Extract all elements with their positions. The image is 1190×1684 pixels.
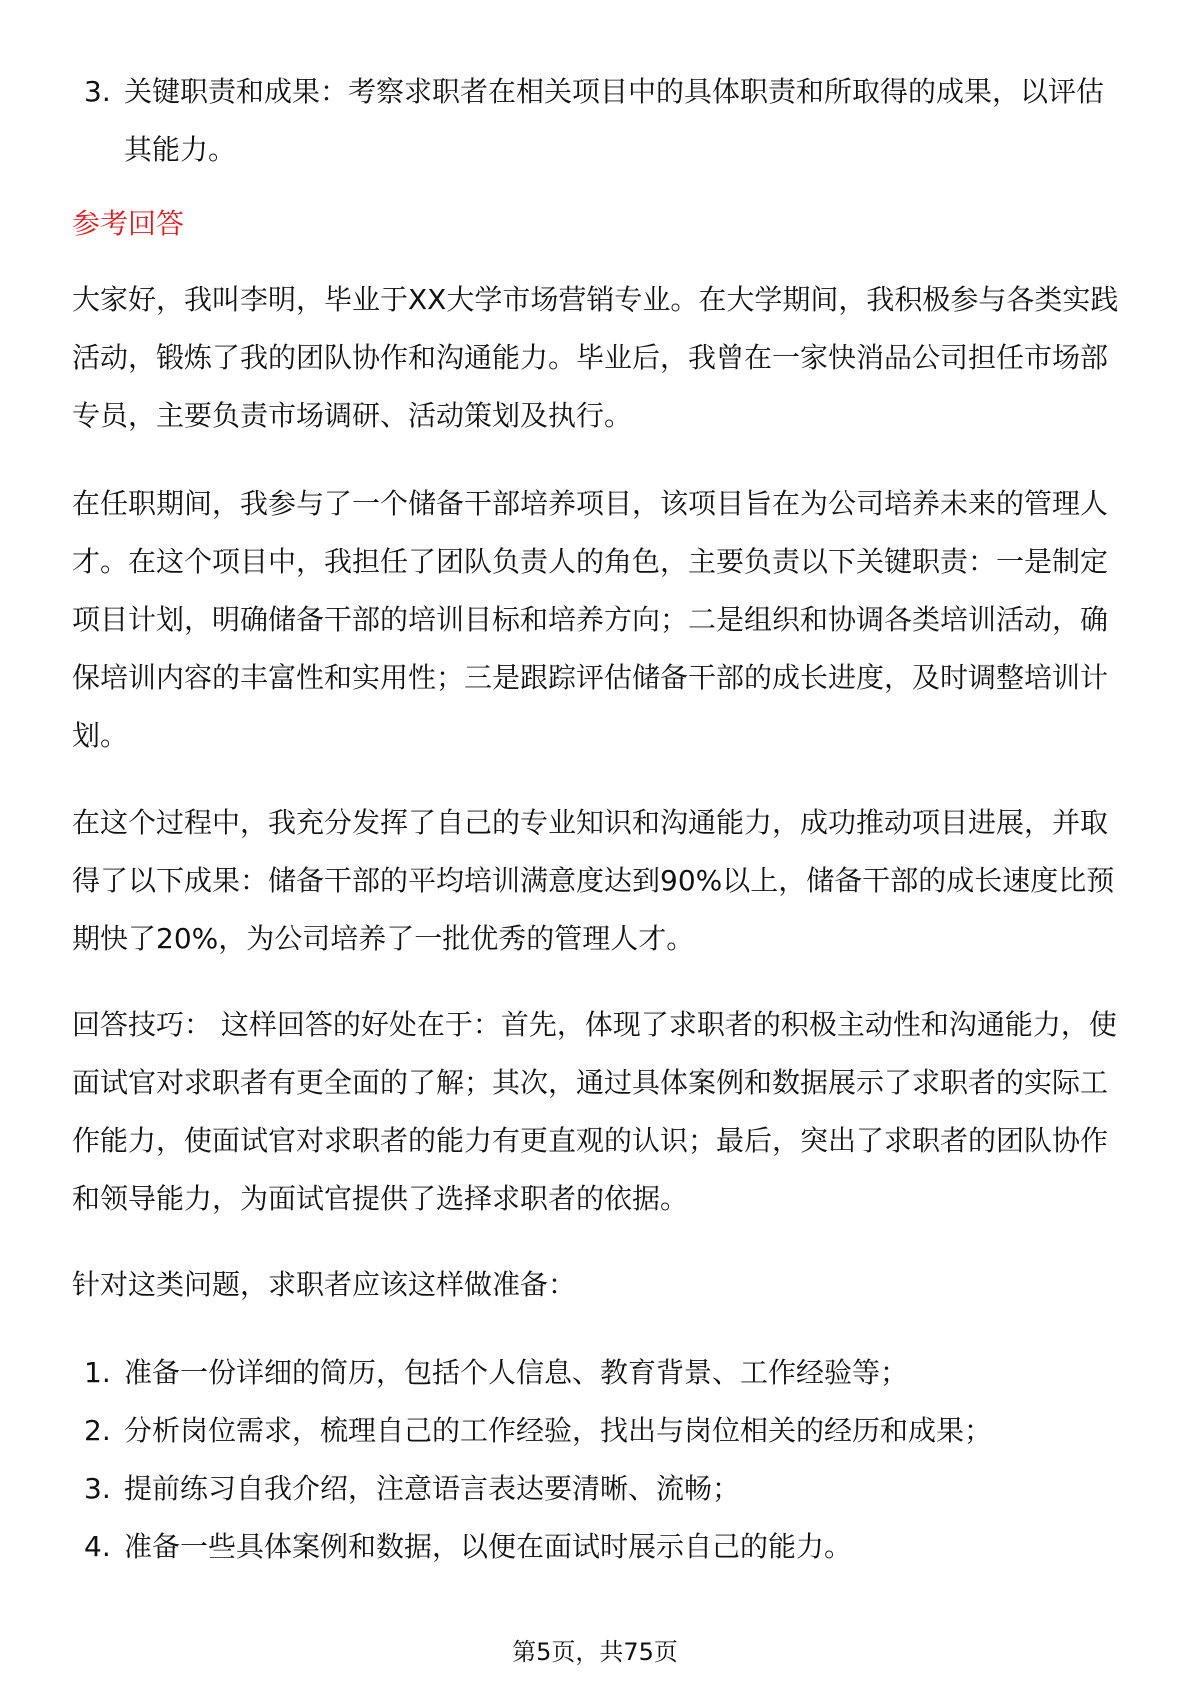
list-item <box>84 1344 1130 1402</box>
list-text: 关键职责和成果：考察求职者在相关项目中的具体职责和所取得的成果，以评估其能力。 <box>124 75 1105 166</box>
list-number: 1. <box>84 1356 111 1389</box>
list-text: 准备一些具体案例和数据，以便在面试时展示自己的能力。 <box>124 1530 853 1563</box>
section-heading: 参考回答 <box>72 207 185 240</box>
list-number: 2. <box>84 1414 111 1447</box>
paragraph-intro: 大家好，我叫李明，毕业于XX大学市场营销专业。在大学期间，我积极参与各类实践活动，锻炼了我的团队协作和沟通能力。毕业后，我曾在一家快消品公司担任市场部专员，主要负责市场调研、活动策划及执行。 <box>72 283 1119 432</box>
paragraph-prep-intro: 针对这类问题，求职者应该这样做准备： <box>72 1268 577 1301</box>
list-item <box>84 63 1130 179</box>
list-number: 4. <box>84 1530 111 1563</box>
list-text: 准备一份详细的简历，包括个人信息、教育背景、工作经验等； <box>124 1356 909 1389</box>
list-item <box>84 1518 1130 1576</box>
paragraph-tips: 回答技巧： 这样回答的好处在于：首先，体现了求职者的积极主动性和沟通能力，使面试官对求职者有更全面的了解；其次，通过具体案例和数据展示了求职者的实际工作能力，使面试官对求职者的能力有更直观的认识；最后，突出了求职者的团队协作和领导能力，为面试官提供了选择求职者的依据。 <box>72 1008 1117 1215</box>
list-number: 3. <box>84 75 111 108</box>
paragraph-project: 在任职期间，我参与了一个储备干部培养项目，该项目旨在为公司培养未来的管理人才。在这个项目中，我担任了团队负责人的角色，主要负责以下关键职责：一是制定项目计划，明确储备干部的培训目标和培养方向；二是组织和协调各类培训活动，确保培训内容的丰富性和实用性；三是跟踪评估储备干部的成长进度，及时调整培训计划。 <box>72 487 1109 752</box>
list-text: 分析岗位需求，梳理自己的工作经验，找出与岗位相关的经历和成果； <box>124 1414 993 1447</box>
list-text: 提前练习自我介绍，注意语言表达要清晰、流畅； <box>124 1472 741 1505</box>
paragraph-results: 在这个过程中，我充分发挥了自己的专业知识和沟通能力，成功推动项目进展，并取得了以下成果：储备干部的平均培训满意度达到90%以上，储备干部的成长速度比预期快了20%，为公司培养了一批优秀的管理人才。 <box>72 806 1115 955</box>
list-item <box>84 1460 1130 1518</box>
list-item <box>84 1402 1130 1460</box>
list-number: 3. <box>84 1472 111 1505</box>
page-footer: 第5页，共75页 <box>512 1638 678 1666</box>
